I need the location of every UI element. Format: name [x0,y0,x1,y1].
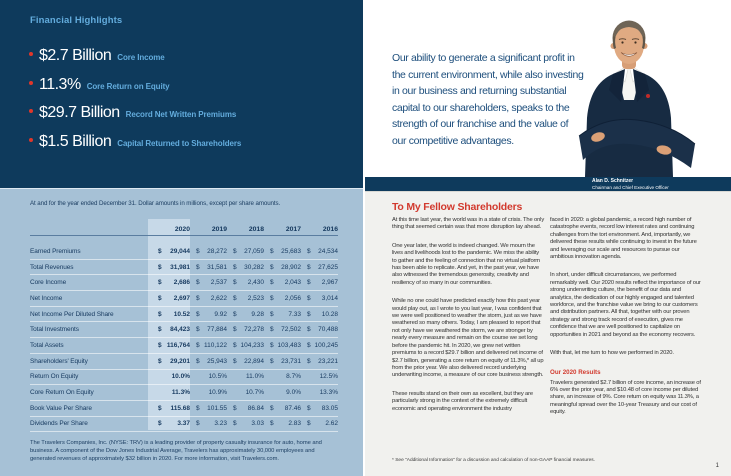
cell-value: 87.46 [284,404,301,412]
row-label: Earned Premiums [30,247,81,255]
row-label: Shareholders' Equity [30,357,88,365]
cell-value: 12.5% [319,373,338,381]
table-cell [190,373,227,380]
cell-value: 72,278 [244,326,264,334]
table-cell [264,389,301,396]
ceo-title: Chairman and Chief Executive Officer [592,184,669,190]
cell-value: 3.23 [214,420,227,428]
currency-symbol: $ [158,310,162,318]
table-cell [264,311,301,318]
table-cell [227,326,264,333]
table-cell [148,311,190,318]
quote-line: the current environment, while also investing [392,68,584,81]
year-header: 2020 [174,226,190,233]
table-row [30,417,338,433]
table-cell [264,373,301,380]
currency-symbol: $ [158,279,162,287]
cell-value: 2,967 [321,279,338,287]
cell-value: 115.68 [170,404,190,412]
table-cell [301,279,338,286]
table-cell [190,326,227,333]
table-cell [264,248,301,255]
table-cell [190,405,227,412]
currency-symbol: $ [233,357,237,365]
table-cell [227,389,264,396]
letter-paragraph: One year later, the world is indeed changed. We mourn the lives and livelihoods lost to the pandemic. We miss the ability to gather and the feeling of connection that no virtual platform has been able to replicate. And yet, in the past year, we have also witnessed the tremendous generosity, creativity and resiliency of so many in our communities. [392,242,540,286]
highlight-value: $1.5 Billion [39,132,112,150]
currency-symbol: $ [270,279,274,287]
currency-symbol: $ [196,247,200,255]
cell-value: 3.37 [177,420,190,428]
currency-symbol: $ [158,247,162,255]
highlight-label: Capital Returned to Shareholders [117,138,242,148]
cell-value: 3,014 [321,294,338,302]
table-cell [227,248,264,255]
currency-symbol: $ [270,247,274,255]
table-cell [148,342,190,349]
table-cell [264,279,301,286]
page-number: 1 [715,463,719,469]
table-cell [264,358,301,365]
highlight-item [29,104,241,122]
highlight-value: 11.3% [39,75,81,93]
currency-symbol: $ [233,310,237,318]
cell-value: 77,884 [207,326,227,334]
row-label: Core Return On Equity [30,389,94,397]
currency-symbol: $ [158,420,162,428]
currency-symbol: $ [270,310,274,318]
table-cell [264,420,301,427]
cell-value: 72,502 [281,326,301,334]
table-cell [148,264,190,271]
bullet-icon [29,52,33,56]
cell-value: 9.28 [251,310,264,318]
currency-symbol: $ [196,341,200,349]
cell-value: 27,059 [244,247,264,255]
row-label: Total Assets [30,341,64,349]
cell-value: 11.3% [171,389,190,397]
cell-value: 27,625 [318,263,338,271]
table-cell [190,311,227,318]
company-footer-text: The Travelers Companies, Inc. (NYSE: TRV) is a leading provider of property casualty insurance for auto, home and business. A component of the Dow Jones Industrial Average, Travelers has approximately 30,000 employees and generated revenues of approximately $32 billion in 2020. For more information, visit Travelers.com. [30,440,322,462]
table-cell [227,311,264,318]
cell-value: 31,981 [170,263,190,271]
table-body [30,244,338,432]
table-cell [148,248,190,255]
cell-value: 101.55 [207,404,227,412]
table-cell [301,264,338,271]
currency-symbol: $ [307,279,311,287]
table-cell [148,389,190,396]
letter-paragraph: At this time last year, the world was in a state of crisis. The only thing that seemed certain was that more disruption lay ahead. [392,217,545,231]
table-cell [148,358,190,365]
row-label: Total Revenues [30,263,74,271]
table-cell [190,420,227,427]
cell-value: 2,622 [210,294,227,302]
cell-value: 8.7% [286,373,301,381]
cell-value: 30,282 [244,263,264,271]
currency-symbol: $ [196,404,200,412]
currency-symbol: $ [270,294,274,302]
row-label: Core Income [30,279,67,287]
quote-line: strength of our franchise and the value of [392,118,569,130]
table-cell [148,295,190,302]
cell-value: 24,534 [318,247,338,255]
table-cell [301,373,338,380]
year-header: 2017 [285,226,301,233]
highlight-item [29,133,241,151]
currency-symbol: $ [307,294,311,302]
table-cell [190,295,227,302]
table-row [30,244,338,260]
currency-symbol: $ [233,247,237,255]
cell-value: 103,483 [277,341,301,349]
table-note: At and for the year ended December 31. Dollar amounts in millions, except per share amounts. [30,200,281,207]
table-row [30,322,338,338]
year-header: 2016 [322,226,338,233]
table-cell [148,326,190,333]
cell-value: 10.52 [173,310,190,318]
table-cell [301,295,338,302]
table-cell [264,342,301,349]
financial-table-panel [0,188,363,476]
quote-line: in our business and returning substantial [392,85,567,97]
table-cell [148,373,190,380]
currency-symbol: $ [158,341,162,349]
shareholder-letter-page [365,0,731,476]
currency-symbol: $ [307,357,311,365]
table-cell [264,405,301,412]
table-cell [148,405,190,412]
ceo-name: Alan D. Schnitzer [592,178,634,184]
currency-symbol: $ [307,263,311,271]
financial-table [30,219,338,432]
table-cell [301,389,338,396]
footnote: * See "Additional Information" for a discussion and calculation of non-GAAP financial measures. [392,458,596,463]
ceo-caption-band [365,177,731,191]
table-cell [227,373,264,380]
cell-value: 11.0% [246,373,264,381]
cell-value: 2,686 [173,279,190,287]
currency-symbol: $ [158,326,162,334]
table-row [30,291,338,307]
ceo-portrait-illustration [565,16,710,177]
bullet-icon [29,109,33,113]
cell-value: 22,894 [244,357,264,365]
currency-symbol: $ [307,341,311,349]
cell-value: 10.5% [208,373,227,381]
currency-symbol: $ [270,326,274,334]
table-cell [301,358,338,365]
table-row [30,260,338,276]
currency-symbol: $ [158,357,162,365]
table-row [30,370,338,386]
table-cell [301,405,338,412]
bullet-icon [29,81,33,85]
highlight-label: Record Net Written Premiums [125,110,237,119]
row-label: Total Investments [30,326,79,334]
currency-symbol: $ [233,279,237,287]
cell-value: 29,201 [170,357,190,365]
currency-symbol: $ [307,247,311,255]
cell-value: 104,233 [240,341,264,349]
currency-symbol: $ [233,294,237,302]
highlight-value: $29.7 Billion [39,104,120,121]
table-cell [227,420,264,427]
letter-section [365,191,731,476]
cell-value: 13.3% [319,389,338,397]
currency-symbol: $ [307,310,311,318]
ceo-photo [565,16,710,177]
currency-symbol: $ [196,326,200,334]
currency-symbol: $ [270,404,274,412]
table-cell [227,405,264,412]
cell-value: 2,537 [210,279,227,287]
cell-value: 23,221 [318,357,338,365]
letter-subheading: Our 2020 Results [550,368,601,376]
cell-value: 2,043 [284,279,301,287]
currency-symbol: $ [196,357,200,365]
cell-value: 25,943 [207,357,227,365]
cell-value: 23,731 [281,357,301,365]
cell-value: 2,523 [247,294,264,302]
quote-line: capital to our shareholders, speaks to the [392,101,570,114]
financial-highlights-heading: Financial Highlights [30,15,123,26]
quote-line: our competitive advantages. [392,134,514,147]
cell-value: 70,488 [318,326,338,334]
table-cell [301,248,338,255]
cell-value: 9.92 [214,310,227,318]
highlight-label: Core Return on Equity [86,81,170,91]
financial-highlights-panel [0,0,363,188]
currency-symbol: $ [307,404,311,412]
table-row [30,385,338,401]
letter-paragraph: These results stand on their own as excellent, but they are particularly strong in the context of the extremely difficult economic and operating environment the industry [392,390,533,412]
table-cell [301,311,338,318]
currency-symbol: $ [158,263,162,271]
cell-value: 3.03 [251,420,264,428]
row-label: Book Value Per Share [30,404,92,412]
highlight-item [29,47,241,65]
bullet-icon [29,138,33,142]
table-header-row [30,219,338,236]
table-cell [190,279,227,286]
cell-value: 2.83 [288,420,301,428]
table-cell [227,342,264,349]
letter-column-2 [550,217,703,428]
table-cell [301,326,338,333]
row-label: Net Income Per Diluted Share [30,310,114,318]
cell-value: 7.33 [288,310,301,318]
letter-paragraph: In short, under difficult circumstances, we performed remarkably well. Our 2020 results reflect the importance of our strong underwriting culture, the benefit of our data and analytics, the dedication of our highly engaged and talented workforce, and the franchise value we bring to our customers and distribution partners. All that, together with our proven strategy and strong track record of execution, gives me confidence that we are well positioned to capitalize on opportunities in 2021 and beyond as the economy recovers. [550,272,701,338]
table-row [30,401,338,417]
currency-symbol: $ [233,420,237,428]
cell-value: 100,245 [314,341,338,349]
letter-paragraph: faced in 2020: a global pandemic, a record high number of catastrophe events, record low interest rates and continuing challenges from the tort environment. And, importantly, we delivered these results while continuing to invest in the future and leveraging our scale and resources to pursue our ambitious innovation agenda. [550,217,697,261]
highlight-label: Core Income [117,53,165,62]
letter-paragraph: While no one could have predicted exactly how this past year would play out, as I wrote to you last year, I was confident that we were well positioned to weather the storm, just as we have weathered so many others. Today, I am pleased to report that not only have we weathered the storm, we are stronger by nearly every measure and remain on the course we set long before the pandemic hit. In 2020, we grew net written premiums to a record $29.7 billion and delivered net income of $2.7 billion, generating a core return on equity of 11.3%,* all up from the prior year. We also delivered record underlying underwriting income, a measure of our core business strength. [392,298,544,379]
table-cell [190,342,227,349]
table-cell [227,295,264,302]
year-header: 2018 [248,226,264,233]
cell-value: 86.84 [247,404,264,412]
row-label: Dividends Per Share [30,420,88,428]
row-label: Return On Equity [30,373,79,381]
table-cell [148,420,190,427]
table-cell [301,342,338,349]
table-row [30,354,338,370]
table-cell [190,264,227,271]
cell-value: 110,122 [203,341,227,349]
cell-value: 84,423 [170,326,190,334]
table-row [30,338,338,354]
highlight-value: $2.7 Billion [39,47,112,64]
table-cell [148,279,190,286]
cell-value: 10.9% [208,389,227,397]
cell-value: 116,764 [166,341,190,349]
cell-value: 28,272 [207,247,227,255]
table-cell [227,264,264,271]
cell-value: 10.0% [171,373,190,381]
currency-symbol: $ [158,404,162,412]
cell-value: 10.28 [321,310,338,318]
letter-paragraph: Travelers generated $2.7 billion of core income, an increase of 6% over the prior year, and $10.48 of core income per diluted share, an increase of 9%. Core return on equity was 11.3%, a meaningful spread over the 10-year Treasury and our cost of equity. [550,379,701,416]
table-cell [190,358,227,365]
currency-symbol: $ [196,294,200,302]
currency-symbol: $ [233,341,237,349]
table-cell [264,326,301,333]
highlight-item [29,76,241,94]
currency-symbol: $ [158,294,162,302]
cell-value: 2,430 [247,279,264,287]
currency-symbol: $ [233,326,237,334]
table-cell [190,248,227,255]
ceo-quote [392,50,583,149]
table-cell [301,420,338,427]
currency-symbol: $ [270,357,274,365]
currency-symbol: $ [196,310,200,318]
financial-highlights-list [29,47,241,161]
table-cell [264,295,301,302]
cell-value: 9.0% [286,389,301,397]
currency-symbol: $ [196,420,200,428]
currency-symbol: $ [196,263,200,271]
currency-symbol: $ [270,341,274,349]
cell-value: 10.7% [245,389,264,397]
table-cell [190,389,227,396]
cell-value: 2,697 [173,294,190,302]
letter-heading: To My Fellow Shareholders [392,201,523,213]
currency-symbol: $ [307,326,311,334]
currency-symbol: $ [307,420,311,428]
table-row [30,307,338,323]
table-row [30,275,338,291]
cell-value: 2,056 [284,294,301,302]
currency-symbol: $ [233,404,237,412]
cell-value: 28,902 [281,263,301,271]
currency-symbol: $ [270,263,274,271]
year-header: 2019 [211,226,227,233]
pocket-square-icon [646,94,650,98]
cell-value: 83.05 [321,404,338,412]
currency-symbol: $ [196,279,200,287]
currency-symbol: $ [270,420,274,428]
currency-symbol: $ [233,263,237,271]
cell-value: 2.62 [325,420,338,428]
letter-column-1 [392,217,545,424]
letter-paragraph: With that, let me turn to how we performed in 2020. [550,350,674,357]
table-cell [227,358,264,365]
quote-line: Our ability to generate a significant profit in [392,52,575,64]
row-label: Net Income [30,294,63,302]
table-cell [227,279,264,286]
table-cell [264,264,301,271]
cell-value: 29,044 [170,247,190,255]
cell-value: 25,683 [281,247,301,255]
cell-value: 31,581 [207,263,227,271]
